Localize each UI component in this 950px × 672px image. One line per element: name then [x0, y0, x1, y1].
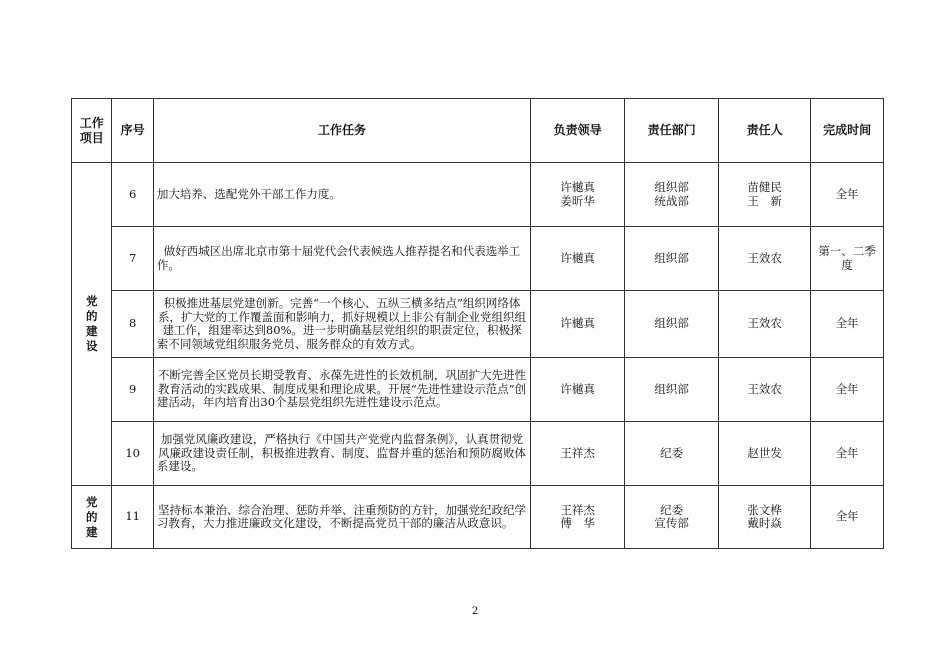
person-cell: 王效农 — [719, 358, 811, 422]
task-cell: 不断完善全区党员长期受教育、永葆先进性的长效机制，巩固扩大先进性教育活动的实践成果、制度成果和理论成果。开展“先进性建设示范点”创建活动，年内培育出30个基层党组织先进性建设示范点。 — [153, 358, 530, 422]
seq-cell: 11 — [112, 486, 153, 549]
project-cell-party-building-cont: 党的建 — [72, 486, 112, 549]
header-person: 责任人 — [719, 99, 811, 163]
leader-cell — [531, 163, 625, 227]
cell-line: 傅 华 — [560, 516, 595, 530]
task-cell: 积极推进基层党建创新。完善“一个核心、五纵三横多结点”组织网络体系，扩大党的工作覆盖面和影响力，抓好规模以上非公有制企业党组织组建工作，组建率达到80%。进一步明确基层党组织的职责定位，积极探索不同领域党组织服务党员、服务群众的有效方式。 — [153, 291, 530, 358]
dept-cell: 纪委 — [625, 422, 719, 486]
leader-cell: 许樾真 — [531, 358, 625, 422]
cell-line: 统战部 — [654, 193, 689, 208]
person-cell: 王效农 — [719, 291, 811, 358]
task-cell: 加大培养、选配党外干部工作力度。 — [153, 163, 530, 227]
work-task-table — [71, 98, 884, 549]
deadline-cell: 全年 — [811, 291, 884, 358]
table-row — [72, 291, 884, 358]
deadline-cell: 全年 — [811, 422, 884, 486]
deadline-cell: 第一、二季度 — [811, 227, 884, 291]
cell-line: 王祥杰 — [560, 502, 595, 517]
cell-line: 王 新 — [747, 193, 782, 208]
cell-line: 纪委 — [660, 502, 684, 517]
person-cell — [719, 163, 811, 227]
dept-cell: 组织部 — [625, 358, 719, 422]
table-header-row — [72, 99, 884, 163]
seq-cell: 7 — [112, 227, 153, 291]
person-cell: 王效农 — [719, 227, 811, 291]
dept-cell: 组织部 — [625, 291, 719, 358]
person-cell: 赵世发 — [719, 422, 811, 486]
seq-cell: 10 — [112, 422, 153, 486]
cell-line: 苗健民 — [747, 180, 782, 194]
dept-cell — [625, 163, 719, 227]
leader-cell: 许樾真 — [531, 291, 625, 358]
cell-line: 戴时焱 — [747, 516, 782, 530]
table-row — [72, 227, 884, 291]
dept-cell: 组织部 — [625, 227, 719, 291]
seq-cell: 9 — [112, 358, 153, 422]
cell-line: 宣传部 — [654, 516, 689, 530]
cell-line: 张文桦 — [747, 502, 782, 517]
header-dept: 责任部门 — [625, 99, 719, 163]
dept-cell — [625, 486, 719, 549]
leader-cell: 王祥杰 — [531, 422, 625, 486]
task-cell: 做好西城区出席北京市第十届党代会代表候选人推荐提名和代表选举工作。 — [153, 227, 530, 291]
table-row — [72, 422, 884, 486]
deadline-cell: 全年 — [811, 358, 884, 422]
table-row — [72, 358, 884, 422]
cell-line: 姜昕华 — [560, 193, 595, 208]
seq-cell: 6 — [112, 163, 153, 227]
leader-cell: 许樾真 — [531, 227, 625, 291]
deadline-cell: 全年 — [811, 163, 884, 227]
task-cell: 坚持标本兼治、综合治理、惩防并举、注重预防的方针，加强党纪政纪学习教育，大力推进廉政文化建设，不断提高党员干部的廉洁从政意识。 — [153, 486, 530, 549]
leader-cell — [531, 486, 625, 549]
table-row — [72, 486, 884, 549]
cell-line: 许樾真 — [560, 180, 595, 194]
task-cell: 加强党风廉政建设，严格执行《中国共产党党内监督条例》，认真贯彻党风廉政建设责任制，积极推进教育、制度、监督并重的惩治和预防腐败体系建设。 — [153, 422, 530, 486]
header-seq: 序号 — [112, 99, 153, 163]
deadline-cell: 全年 — [811, 486, 884, 549]
header-project: 工作项目 — [72, 99, 112, 163]
cell-line: 组织部 — [654, 180, 689, 194]
seq-cell: 8 — [112, 291, 153, 358]
header-deadline: 完成时间 — [811, 99, 884, 163]
project-cell-party-building: 党的建设 — [72, 163, 112, 486]
table-row — [72, 163, 884, 227]
person-cell — [719, 486, 811, 549]
page-number: 2 — [471, 606, 479, 617]
header-leader: 负责领导 — [531, 99, 625, 163]
header-task: 工作任务 — [153, 99, 530, 163]
